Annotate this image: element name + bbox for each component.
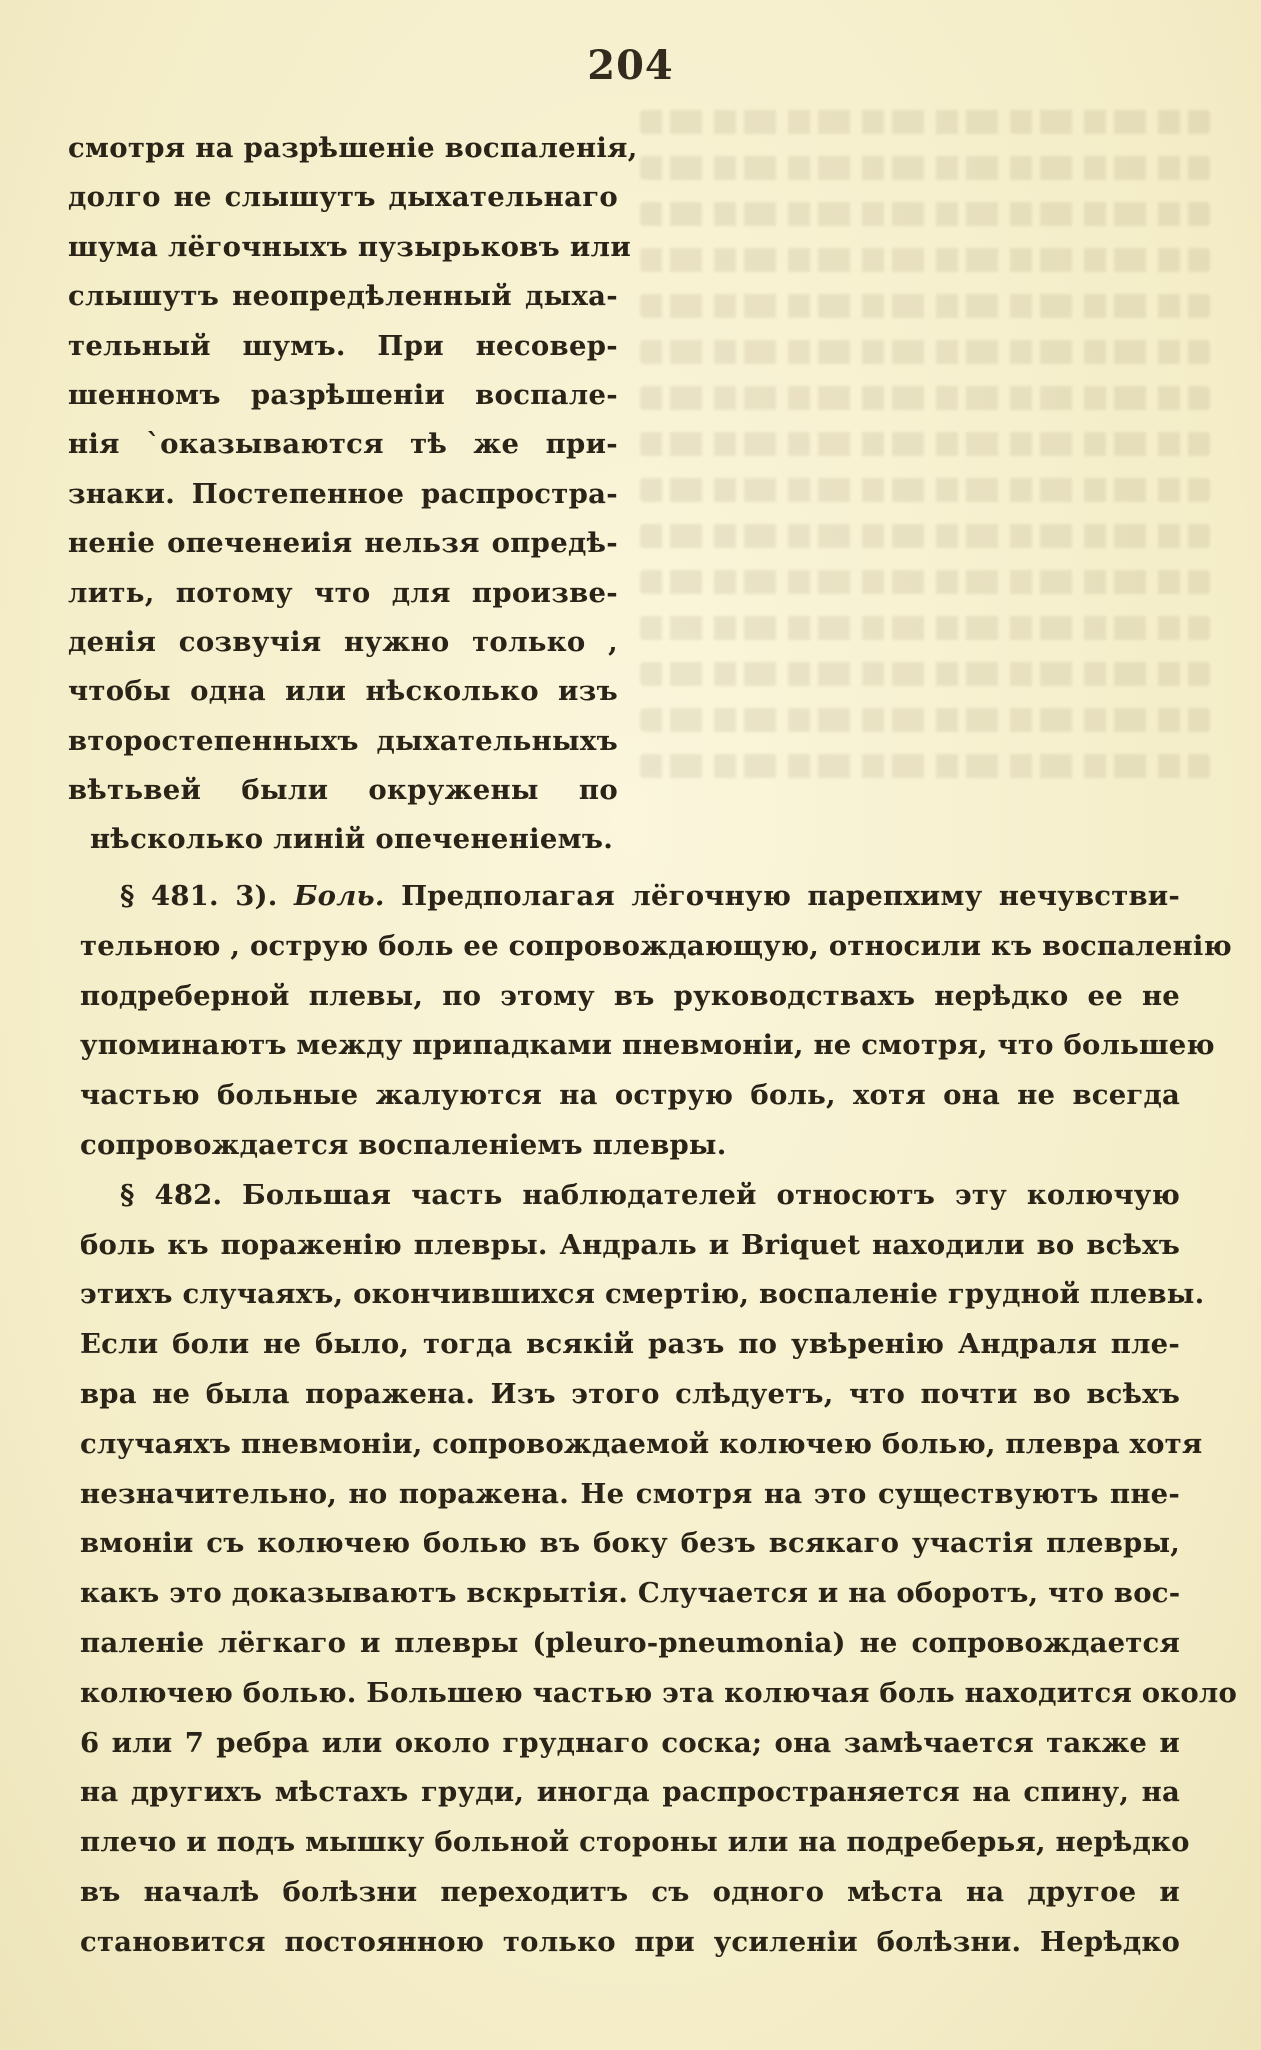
text-line: тельною , острую боль ее сопровождающую, относили къ воспаленію — [80, 929, 1232, 962]
text-line: незначительно, но поражена. Не смотря на это существуютъ пне- — [80, 1477, 1180, 1510]
text-line: нія `оказываются тѣ же при- — [68, 428, 618, 461]
text-line: этихъ случаяхъ, окончившихся смертію, воспаленіе грудной плевы. — [80, 1278, 1205, 1311]
wide-text-column — [80, 872, 1238, 1968]
text-line: колючею болью. Большею частью эта колючая боль находится около — [80, 1676, 1238, 1709]
text-line: шума лёгочныхъ пузырьковъ или — [68, 230, 632, 263]
text-line: знаки. Постепенное распростра- — [68, 477, 618, 510]
text-line: неніе опеченеиія нельзя опредѣ- — [68, 527, 618, 560]
text-line: слышутъ неопредѣленный дыха- — [68, 280, 618, 313]
text-line: плечо и подъ мышку больной стороны или на подреберья, нерѣдко — [80, 1826, 1190, 1859]
text-line: боль къ пораженію плевры. Андраль и Briquet находили во всѣхъ — [80, 1228, 1180, 1261]
narrow-text-column — [68, 124, 638, 865]
text-line: паленіе лёгкаго и плевры (pleuro-pneumonia) не сопровождается — [80, 1626, 1180, 1659]
text-line: смотря на разрѣшеніе воспаленія, — [68, 132, 638, 164]
section-481-text: Предполагая лёгочную парепхиму нечувстви- — [401, 880, 1180, 912]
text-line: тельный шумъ. При несовер- — [68, 329, 618, 362]
text-line: становится постоянною только при усиленіи болѣзни. Нерѣдко — [80, 1925, 1180, 1958]
bleed-through-shadow — [640, 110, 1210, 830]
text-line: подреберной плевы, по этому въ руководствахъ нерѣдко ее не — [80, 979, 1180, 1012]
section-482-first-line: § 482. Большая часть наблюдателей относютъ эту колючую — [120, 1178, 1180, 1211]
text-line: какъ это доказываютъ вскрытія. Случается и на оборотъ, что вос- — [80, 1577, 1181, 1610]
text-line: шенномъ разрѣшеніи воспале- — [68, 378, 618, 411]
text-line: 6 или 7 ребра или около груднаго соска; она замѣчается также и — [80, 1726, 1180, 1759]
page-number: 204 — [587, 42, 674, 89]
text-line: вмоніи съ колючею болью въ боку безъ всякаго участія плевры, — [80, 1527, 1180, 1560]
section-481-number: § 481. 3). — [120, 880, 278, 912]
text-line: въ началѣ болѣзни переходитъ съ одного мѣста на другое и — [80, 1875, 1180, 1908]
section-481-first-line — [80, 872, 1180, 922]
section-481-title: Боль. — [293, 880, 385, 912]
text-line: лить, потому что для произве- — [68, 576, 618, 609]
text-line: второстепенныхъ дыхательныхъ — [68, 724, 618, 757]
text-line: нѣсколько линій опечененіемъ. — [90, 823, 614, 856]
text-line: денія созвучія нужно только , — [68, 625, 618, 658]
text-line: сопровождается воспаленіемъ плевры. — [80, 1128, 727, 1161]
text-line: частью больные жалуются на острую боль, хотя она не всегда — [80, 1079, 1180, 1112]
text-line: чтобы одна или нѣсколько изъ — [68, 675, 618, 708]
text-line: на другихъ мѣстахъ груди, иногда распространяется на спину, на — [80, 1776, 1180, 1809]
text-line: вѣтьвей были окружены по — [68, 774, 618, 807]
text-line: долго не слышутъ дыхательнаго — [68, 181, 618, 214]
text-line: Если боли не было, тогда всякій разъ по увѣренію Андраля пле- — [80, 1328, 1180, 1361]
text-line: упоминаютъ между припадками пневмоніи, не смотря, что большею — [80, 1029, 1215, 1062]
text-line: вра не была поражена. Изъ этого слѣдуетъ, что почти во всѣхъ — [80, 1377, 1180, 1410]
text-line: случаяхъ пневмоніи, сопровождаемой колючею болью, плевра хотя — [80, 1427, 1203, 1460]
